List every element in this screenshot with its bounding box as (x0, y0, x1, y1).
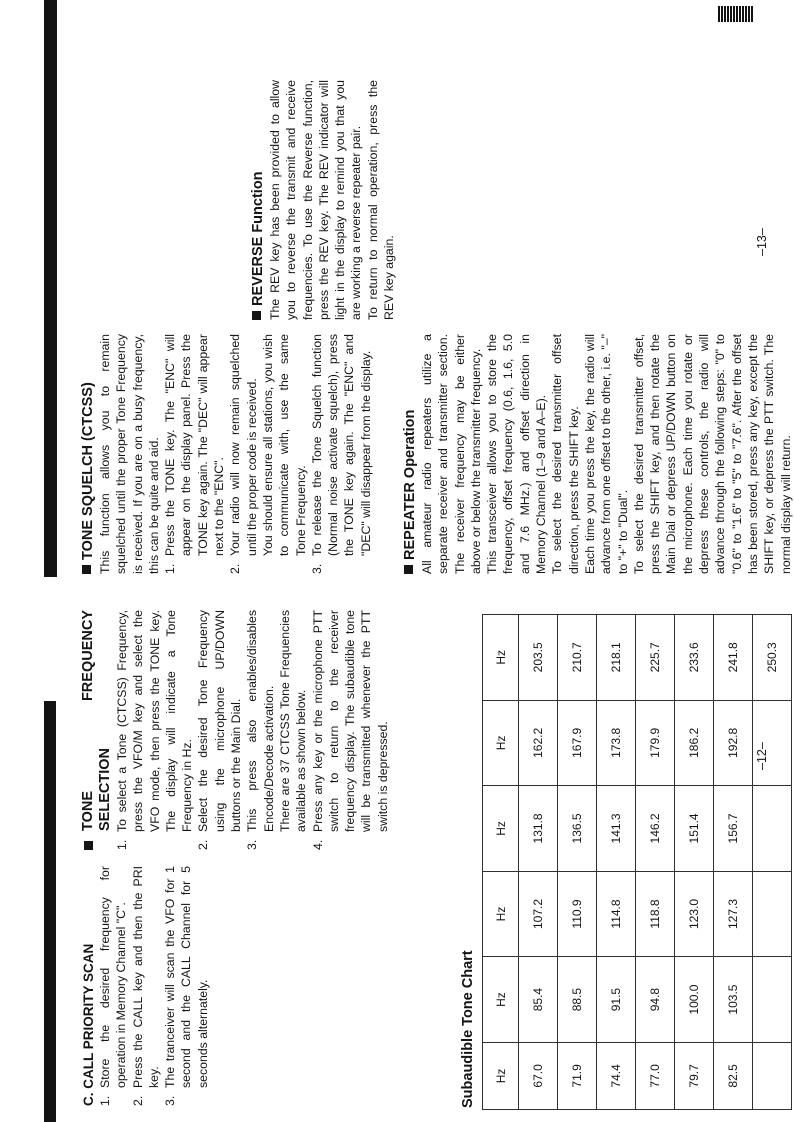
table-header-cell: Hz (483, 871, 519, 957)
list-item: 3. The tranceiver will scan the VFO for 1 second and the CALL Channel for 5 seconds alternately. (163, 866, 210, 1106)
table-row (597, 615, 636, 1110)
table-cell: 107.2 (519, 871, 558, 957)
table-cell: 82.5 (714, 1042, 753, 1109)
chart-title: Subaudible Tone Chart (460, 950, 476, 1108)
table-cell: 103.5 (714, 957, 753, 1043)
table-cell: 79.7 (675, 1042, 714, 1109)
list-item: There are 37 CTCSS Tone Frequencies available as shown below. (277, 610, 309, 832)
list-item: 3. This press also enables/disables Encode/Decode activation. (245, 610, 276, 850)
table-cell: 156.7 (714, 786, 753, 872)
list-item: 2. Select the desired Tone Frequency using the microphone UP/DOWN buttons or the Main Dial. (196, 610, 244, 850)
table-cell: 173.8 (597, 700, 636, 786)
paragraph: To return to normal operation, press the REV key again. (365, 80, 397, 320)
tone-frequency-selection-section (80, 610, 391, 850)
table-cell: 141.3 (597, 786, 636, 872)
list-item: 2. Your radio will now remain squelched until the proper code is received. (228, 334, 259, 574)
table-cell: 71.9 (558, 1042, 597, 1109)
table-row (753, 615, 792, 1110)
paragraph: All amateur radio repeaters utilize a separate receiver and transmitter section. The receiver frequency may be either above or below the transmitter frequency. (420, 334, 483, 574)
table-cell: 67.0 (519, 1042, 558, 1109)
call-priority-scan-section (80, 866, 211, 1106)
table-row (714, 615, 753, 1110)
paragraph: The REV key has been provided to allow you to reverse the transmit and receive frequencies. To use the Reverse function, press the REV key. The REV indicator will light in the display to remind you that you are working a reverse repeater pair. (268, 80, 364, 320)
table-row (675, 615, 714, 1110)
repeater-operation-section (402, 334, 794, 574)
table-cell: 94.8 (636, 957, 675, 1043)
table-cell: 114.8 (597, 871, 636, 957)
table-cell: 123.0 (675, 871, 714, 957)
table-cell: 250.3 (753, 615, 792, 701)
page-number-left: –12– (755, 742, 769, 770)
table-cell: 225.7 (636, 615, 675, 701)
table-cell: 192.8 (714, 700, 753, 786)
reverse-function-section (250, 80, 397, 320)
table-row (519, 615, 558, 1110)
tone-squelch-section (80, 334, 374, 574)
table-cell: 167.9 (558, 700, 597, 786)
call-priority-scan-heading: C. CALL PRIORITY SCAN (81, 943, 96, 1106)
list-item: 1. To select a Tone (CTCSS) Frequency, press the VFO/M key and select the VFO mode, then press the TONE key. The display will indicate a Tone Frequency in Hz. (115, 610, 195, 850)
reverse-function-heading: REVERSE Function (250, 80, 267, 320)
table-cell (753, 957, 792, 1043)
table-cell: 110.9 (558, 871, 597, 957)
tone-squelch-intro: This function allows you to remain squelched until the proper Tone Frequency is received. If you are on a busy frequency, this can be quite and aid. (98, 334, 161, 574)
list-item: 2. Press the CALL key and then the PRI key. (130, 866, 161, 1106)
barcode-mark (717, 6, 753, 22)
table-header-cell: Hz (483, 957, 519, 1043)
table-cell: 88.5 (558, 957, 597, 1043)
table-cell: 218.1 (597, 615, 636, 701)
table-cell: 233.6 (675, 615, 714, 701)
table-cell: 162.2 (519, 700, 558, 786)
paragraph: Each time you press the key, the radio will advance from one offset to the other, i.e. "–" to "+" to "Dual". (582, 334, 630, 574)
table-row (636, 615, 675, 1110)
list-item: 1. Press the TONE key. The "ENC" will appear on the display panel. Press the TONE key again. The "DEC" will appear next to the "ENC". (163, 334, 227, 574)
table-cell: 85.4 (519, 957, 558, 1043)
table-cell: 179.9 (636, 700, 675, 786)
list-item: 4. Press any key or the microphone PTT switch to return to the receiver frequency display. The subaudible tone will be transmitted whenever the PTT switch is depressed. (310, 610, 390, 850)
table-header-cell: Hz (483, 700, 519, 786)
table-header-cell: Hz (483, 786, 519, 872)
subaudible-tone-table (482, 614, 792, 1110)
table-cell: 186.2 (675, 700, 714, 786)
paragraph: To select the desired transmitter offset, press the SHIFT key, and then rotate the Main Dial or depress UP/DOWN button on the microphone. Each time you rotate or depress these controls, the radio will advance through the following steps: "0" to "0.6" to "1.6" to "5" to "7.6". After the offset has been stored, press any key, except the SHIFT key, or depress the PTT switch. The normal display will return. (631, 334, 793, 574)
table-cell: 127.3 (714, 871, 753, 957)
table-cell: 77.0 (636, 1042, 675, 1109)
table-cell: 203.5 (519, 615, 558, 701)
table-cell: 91.5 (597, 957, 636, 1043)
tone-squelch-heading: TONE SQUELCH (CTCSS) (80, 334, 97, 574)
page-number-right: –13– (755, 228, 769, 256)
table-cell: 131.8 (519, 786, 558, 872)
table-row (558, 615, 597, 1110)
table-header-row (483, 615, 519, 1110)
table-cell: 74.4 (597, 1042, 636, 1109)
table-cell: 146.2 (636, 786, 675, 872)
left-page-black-bar (44, 701, 56, 1122)
list-item: You should ensure all stations, you wish to communicate with, use the same Tone Frequency. (260, 334, 308, 556)
table-cell: 136.5 (558, 786, 597, 872)
table-header-cell: Hz (483, 1042, 519, 1109)
list-item: 3. To release the Tone Squelch function (Normal noise activate squelch), press the TONE key again. The "ENC" and "DEC" will disappear from the display. (309, 334, 373, 574)
paragraph: To select the desired transmitter offset direction, press the SHIFT key. (550, 334, 581, 574)
table-header-cell: Hz (483, 615, 519, 701)
table-cell (753, 871, 792, 957)
right-page-black-bar (44, 0, 57, 577)
repeater-operation-heading: REPEATER Operation (402, 334, 419, 574)
table-cell: 151.4 (675, 786, 714, 872)
table-cell: 118.8 (636, 871, 675, 957)
paragraph: This transceiver allows you to store the frequency, offset frequency (0.6, 1.6, 5.0 and 7.6 MHz.) and offset direction in Memory Channel (1–9 and A–E). (485, 334, 549, 574)
table-cell: 241.8 (714, 615, 753, 701)
table-cell: 100.0 (675, 957, 714, 1043)
table-cell (753, 1042, 792, 1109)
table-cell: 210.7 (558, 615, 597, 701)
tone-frequency-selection-heading: TONE FREQUENCY SELECTION (80, 610, 114, 850)
list-item: 1. Store the desired frequency for operation in Memory Channel "C". (98, 866, 129, 1106)
table-cell (753, 786, 792, 872)
